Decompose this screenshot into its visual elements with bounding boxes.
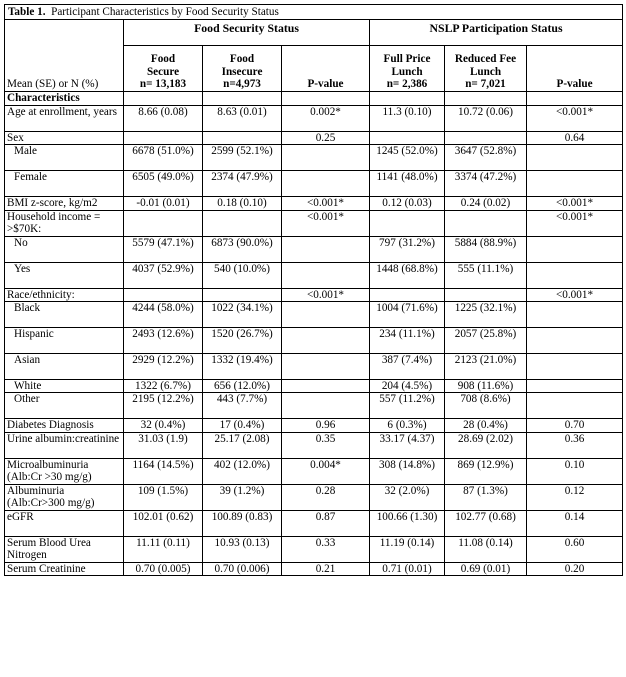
value-cell	[370, 131, 445, 144]
table-row	[5, 484, 623, 510]
table-row	[5, 328, 623, 354]
row-label: Other	[5, 393, 124, 419]
pvalue-cell	[282, 145, 370, 171]
empty-cell	[203, 92, 282, 105]
value-cell: 25.17 (2.08)	[203, 432, 282, 458]
table-caption	[5, 5, 623, 20]
col-header-line: P-value	[556, 78, 593, 90]
pvalue-cell: 0.35	[282, 432, 370, 458]
col-header-line: n= 7,021	[465, 78, 506, 90]
col-header-line: n= 13,183	[139, 78, 187, 90]
value-cell: 656 (12.0%)	[203, 380, 282, 393]
value-cell: 0.69 (0.01)	[445, 562, 527, 575]
value-cell	[124, 131, 203, 144]
value-cell	[445, 210, 527, 236]
table-number: Table 1.	[8, 6, 46, 18]
value-cell: 308 (14.8%)	[370, 458, 445, 484]
row-label: Sex	[5, 131, 124, 144]
pvalue-cell: 0.60	[527, 536, 623, 562]
pvalue-cell: 0.64	[527, 131, 623, 144]
value-cell: 10.72 (0.06)	[445, 105, 527, 131]
value-cell: 3647 (52.8%)	[445, 145, 527, 171]
value-cell: 11.19 (0.14)	[370, 536, 445, 562]
group-header-food-security: Food Security Status	[124, 20, 370, 46]
pvalue-cell: 0.20	[527, 562, 623, 575]
pvalue-cell: <0.001*	[282, 197, 370, 210]
value-cell: 10.93 (0.13)	[203, 536, 282, 562]
row-label: Serum Blood Urea Nitrogen	[5, 536, 124, 562]
value-cell	[370, 210, 445, 236]
pvalue-cell	[527, 393, 623, 419]
value-cell: 33.17 (4.37)	[370, 432, 445, 458]
row-label-header	[5, 20, 124, 92]
row-label: Serum Creatinine	[5, 562, 124, 575]
pvalue-cell	[282, 236, 370, 262]
table-row	[5, 562, 623, 575]
value-cell: 11.11 (0.11)	[124, 536, 203, 562]
value-cell	[370, 288, 445, 301]
value-cell: 6505 (49.0%)	[124, 171, 203, 197]
value-cell: 2374 (47.9%)	[203, 171, 282, 197]
table-row	[5, 510, 623, 536]
col-header-line: P-value	[307, 78, 344, 90]
value-cell: 443 (7.7%)	[203, 393, 282, 419]
col-food-secure	[124, 46, 203, 92]
value-cell	[445, 288, 527, 301]
value-cell: 109 (1.5%)	[124, 484, 203, 510]
value-cell: 557 (11.2%)	[370, 393, 445, 419]
value-cell: 11.08 (0.14)	[445, 536, 527, 562]
table-row	[5, 536, 623, 562]
row-label: Asian	[5, 354, 124, 380]
value-cell: 1448 (68.8%)	[370, 262, 445, 288]
value-cell: 8.63 (0.01)	[203, 105, 282, 131]
value-cell	[203, 131, 282, 144]
participant-characteristics-table	[4, 4, 623, 576]
pvalue-cell: <0.001*	[282, 210, 370, 236]
col-food-pvalue	[282, 46, 370, 92]
value-cell: 39 (1.2%)	[203, 484, 282, 510]
value-cell: 908 (11.6%)	[445, 380, 527, 393]
pvalue-cell: 0.87	[282, 510, 370, 536]
value-cell: 11.3 (0.10)	[370, 105, 445, 131]
section-characteristics: Characteristics	[5, 92, 124, 105]
value-cell: 31.03 (1.9)	[124, 432, 203, 458]
value-cell: 1520 (26.7%)	[203, 328, 282, 354]
value-cell	[124, 288, 203, 301]
table-title: Participant Characteristics by Food Security Status	[51, 6, 279, 18]
empty-cell	[124, 92, 203, 105]
table-row	[5, 419, 623, 432]
empty-cell	[282, 92, 370, 105]
row-label: Hispanic	[5, 328, 124, 354]
value-cell: 555 (11.1%)	[445, 262, 527, 288]
value-cell: 17 (0.4%)	[203, 419, 282, 432]
value-cell: 797 (31.2%)	[370, 236, 445, 262]
empty-cell	[445, 92, 527, 105]
value-cell: 708 (8.6%)	[445, 393, 527, 419]
pvalue-cell: <0.001*	[282, 288, 370, 301]
value-cell: 1322 (6.7%)	[124, 380, 203, 393]
row-label: eGFR	[5, 510, 124, 536]
table-row	[5, 210, 623, 236]
value-cell: 6873 (90.0%)	[203, 236, 282, 262]
value-cell: 0.71 (0.01)	[370, 562, 445, 575]
label-header-text: Mean (SE) or N (%)	[7, 78, 99, 90]
value-cell: 5579 (47.1%)	[124, 236, 203, 262]
value-cell: 5884 (88.9%)	[445, 236, 527, 262]
pvalue-cell: 0.70	[527, 419, 623, 432]
pvalue-cell: 0.21	[282, 562, 370, 575]
col-header-line: Food	[150, 53, 176, 66]
pvalue-cell	[527, 380, 623, 393]
col-header-line: Full Price	[383, 53, 431, 66]
pvalue-cell	[282, 171, 370, 197]
pvalue-cell	[527, 328, 623, 354]
col-header-line: n= 2,386	[386, 78, 428, 90]
value-cell: 234 (11.1%)	[370, 328, 445, 354]
pvalue-cell	[282, 328, 370, 354]
value-cell: -0.01 (0.01)	[124, 197, 203, 210]
row-label: White	[5, 380, 124, 393]
value-cell: 2929 (12.2%)	[124, 354, 203, 380]
pvalue-cell	[282, 393, 370, 419]
row-label: BMI z-score, kg/m2	[5, 197, 124, 210]
pvalue-cell	[282, 262, 370, 288]
value-cell: 1332 (19.4%)	[203, 354, 282, 380]
value-cell: 540 (10.0%)	[203, 262, 282, 288]
value-cell: 0.24 (0.02)	[445, 197, 527, 210]
value-cell: 1164 (14.5%)	[124, 458, 203, 484]
pvalue-cell	[527, 171, 623, 197]
row-label: Yes	[5, 262, 124, 288]
pvalue-cell	[527, 302, 623, 328]
table-row	[5, 171, 623, 197]
pvalue-cell: 0.004*	[282, 458, 370, 484]
value-cell: 869 (12.9%)	[445, 458, 527, 484]
table-row	[5, 432, 623, 458]
pvalue-cell: 0.36	[527, 432, 623, 458]
pvalue-cell: <0.001*	[527, 288, 623, 301]
value-cell	[203, 210, 282, 236]
empty-cell	[527, 92, 623, 105]
value-cell: 3374 (47.2%)	[445, 171, 527, 197]
pvalue-cell	[282, 302, 370, 328]
pvalue-cell	[527, 145, 623, 171]
value-cell: 6 (0.3%)	[370, 419, 445, 432]
value-cell: 0.18 (0.10)	[203, 197, 282, 210]
pvalue-cell: 0.25	[282, 131, 370, 144]
value-cell: 2123 (21.0%)	[445, 354, 527, 380]
row-label: Female	[5, 171, 124, 197]
table-row	[5, 131, 623, 144]
value-cell: 204 (4.5%)	[370, 380, 445, 393]
row-label: Race/ethnicity:	[5, 288, 124, 301]
table-row	[5, 105, 623, 131]
value-cell: 32 (2.0%)	[370, 484, 445, 510]
value-cell	[203, 288, 282, 301]
pvalue-cell: 0.10	[527, 458, 623, 484]
pvalue-cell	[282, 354, 370, 380]
value-cell: 2057 (25.8%)	[445, 328, 527, 354]
pvalue-cell: 0.96	[282, 419, 370, 432]
table-row	[5, 262, 623, 288]
value-cell: 6678 (51.0%)	[124, 145, 203, 171]
value-cell: 1022 (34.1%)	[203, 302, 282, 328]
value-cell: 1004 (71.6%)	[370, 302, 445, 328]
pvalue-cell	[527, 354, 623, 380]
table-row	[5, 302, 623, 328]
value-cell: 102.77 (0.68)	[445, 510, 527, 536]
value-cell: 102.01 (0.62)	[124, 510, 203, 536]
empty-cell	[370, 92, 445, 105]
pvalue-cell: <0.001*	[527, 105, 623, 131]
table-row	[5, 354, 623, 380]
col-header-line: Insecure	[221, 65, 263, 78]
value-cell: 2493 (12.6%)	[124, 328, 203, 354]
pvalue-cell: 0.12	[527, 484, 623, 510]
table-row	[5, 197, 623, 210]
value-cell: 0.70 (0.005)	[124, 562, 203, 575]
col-header-line: Secure	[146, 65, 180, 78]
col-reduced-fee	[445, 46, 527, 92]
value-cell: 402 (12.0%)	[203, 458, 282, 484]
row-label: Diabetes Diagnosis	[5, 419, 124, 432]
value-cell: 1141 (48.0%)	[370, 171, 445, 197]
value-cell: 2599 (52.1%)	[203, 145, 282, 171]
col-full-price	[370, 46, 445, 92]
value-cell: 100.66 (1.30)	[370, 510, 445, 536]
row-label: Albuminuria (Alb:Cr>300 mg/g)	[5, 484, 124, 510]
row-label: Urine albumin:creatinine	[5, 432, 124, 458]
row-label: No	[5, 236, 124, 262]
value-cell	[445, 131, 527, 144]
pvalue-cell: 0.28	[282, 484, 370, 510]
pvalue-cell	[527, 262, 623, 288]
value-cell: 32 (0.4%)	[124, 419, 203, 432]
table-row	[5, 458, 623, 484]
pvalue-cell	[282, 380, 370, 393]
value-cell: 2195 (12.2%)	[124, 393, 203, 419]
col-nslp-pvalue	[527, 46, 623, 92]
value-cell	[124, 210, 203, 236]
col-header-line: Reduced Fee	[454, 53, 517, 66]
table-row	[5, 380, 623, 393]
col-food-insecure	[203, 46, 282, 92]
value-cell: 28 (0.4%)	[445, 419, 527, 432]
value-cell: 8.66 (0.08)	[124, 105, 203, 131]
value-cell: 100.89 (0.83)	[203, 510, 282, 536]
row-label: Black	[5, 302, 124, 328]
value-cell: 87 (1.3%)	[445, 484, 527, 510]
table-row	[5, 288, 623, 301]
value-cell: 4244 (58.0%)	[124, 302, 203, 328]
table-row	[5, 145, 623, 171]
table-container	[4, 4, 622, 576]
pvalue-cell: 0.14	[527, 510, 623, 536]
value-cell: 0.70 (0.006)	[203, 562, 282, 575]
pvalue-cell	[527, 236, 623, 262]
row-label: Age at enrollment, years	[5, 105, 124, 131]
pvalue-cell: <0.001*	[527, 210, 623, 236]
value-cell: 0.12 (0.03)	[370, 197, 445, 210]
pvalue-cell: 0.002*	[282, 105, 370, 131]
value-cell: 1245 (52.0%)	[370, 145, 445, 171]
row-label: Male	[5, 145, 124, 171]
value-cell: 28.69 (2.02)	[445, 432, 527, 458]
pvalue-cell: <0.001*	[527, 197, 623, 210]
pvalue-cell: 0.33	[282, 536, 370, 562]
value-cell: 387 (7.4%)	[370, 354, 445, 380]
row-label: Microalbuminuria (Alb:Cr >30 mg/g)	[5, 458, 124, 484]
table-row	[5, 393, 623, 419]
row-label: Household income = >$70K:	[5, 210, 124, 236]
table-row	[5, 236, 623, 262]
value-cell: 1225 (32.1%)	[445, 302, 527, 328]
col-header-line: Food	[229, 53, 255, 66]
col-header-line: Lunch	[391, 65, 423, 78]
col-header-line: n=4,973	[223, 78, 261, 90]
group-header-nslp: NSLP Participation Status	[370, 20, 623, 46]
value-cell: 4037 (52.9%)	[124, 262, 203, 288]
col-header-line: Lunch	[469, 65, 502, 78]
